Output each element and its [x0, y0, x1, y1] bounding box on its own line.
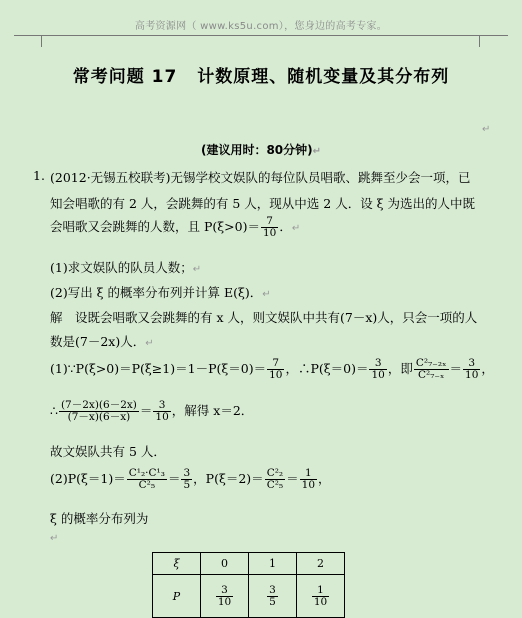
source-note: 高考资源网（ www.ks5u.com），您身边的高考专家。: [134, 21, 388, 32]
solution-line1: 解 设既会唱歌又会跳舞的有 x 人，则文娱队中共有(7－x)人，只会一项的人: [50, 310, 478, 325]
fraction: $\frac{7}{10}$: [262, 215, 277, 239]
fraction: $\frac{3}{10}$: [217, 583, 232, 608]
title-text: 计数原理、随机变量及其分布列: [197, 67, 450, 87]
solution-line7: ξ 的概率分布列为: [50, 511, 149, 526]
fraction: $\frac{\text{C²₇₋₂ₓ}}{\text{C²₇₋ₓ}}$: [415, 357, 447, 381]
paragraph-mark-icon: ↵: [50, 533, 59, 544]
title-number: 常考问题 17: [72, 67, 178, 87]
time-suggestion: (建议用时：80分钟)↵: [200, 143, 322, 157]
problem-stem-line1: (2012·无锡五校联考)无锡学校文娱队的每位队员唱歌、跳舞至少会一项，已: [50, 170, 471, 185]
problem-part2: (2)写出 ξ 的概率分布列并计算 E(ξ)．↵: [50, 285, 271, 300]
distribution-table: [152, 552, 345, 618]
solution-line2: 数是(7－2x)人．↵: [50, 334, 154, 349]
paragraph-mark-icon: ↵: [482, 124, 491, 135]
fraction: $\frac{3}{5}$: [183, 467, 191, 491]
header-corner-right: [479, 35, 489, 47]
fraction: $\frac{1}{10}$: [301, 467, 316, 491]
fraction: $\frac{3}{10}$: [465, 357, 479, 381]
fraction: $\frac{7}{10}$: [269, 357, 283, 381]
table-cell: P: [153, 575, 201, 618]
problem-number: 1.: [33, 168, 45, 183]
table-row: [153, 553, 345, 575]
problem-stem-line3: 会唱歌又会跳舞的人数，且 P(ξ>0)＝ $\frac{7}{10}$ ．↵: [50, 215, 301, 239]
table-cell: 0: [201, 553, 249, 575]
problem-part1: (1)求文娱队的队员人数；↵: [50, 260, 202, 275]
table-cell: [297, 575, 345, 618]
fraction: $\frac{(7-2x)(6-2x)}{(7-x)(6-x)}$: [60, 399, 137, 423]
solution-line3: (1)∵P(ξ>0)＝P(ξ≥1)＝1－P(ξ＝0)＝ $\frac{7}{10}$ ，∴P(ξ＝0)＝ $\frac{3}{10}$ ，即 $\frac{\text{C²₇₋₂ₓ}}{\text{C²₇₋ₓ}}$ ＝ $\frac{3}{10}$ ，: [50, 357, 494, 381]
fraction: $\frac{3}{10}$: [371, 357, 385, 381]
fraction: $\frac{\text{C²₂}}{\text{C²₅}}$: [266, 467, 284, 491]
page-title: [0, 62, 522, 87]
fraction: $\frac{1}{10}$: [313, 583, 328, 608]
solution-line6: (2)P(ξ＝1)＝ $\frac{\text{C¹₂·C¹₃}}{\text{C²₅}}$ ＝ $\frac{3}{5}$ ，P(ξ＝2)＝ $\frac{\text{C²₂}}{\text{C²₅}}$ ＝ $\frac{1}{10}$ ，: [50, 467, 331, 491]
table-cell: ξ: [153, 553, 201, 575]
fraction: $\frac{\text{C¹₂·C¹₃}}{\text{C²₅}}$: [128, 467, 165, 491]
table-cell: [249, 575, 297, 618]
header-rule: [14, 35, 508, 36]
table-cell: [201, 575, 249, 618]
table-row: [153, 575, 345, 618]
solution-line4: ∴ $\frac{(7-2x)(6-2x)}{(7-x)(6-x)}$ ＝ $\frac{3}{10}$ ，解得 x＝2．: [50, 399, 254, 423]
solution-line5: 故文娱队共有 5 人．: [50, 444, 166, 459]
fraction: $\frac{3}{10}$: [155, 399, 169, 423]
fraction: $\frac{3}{5}$: [269, 583, 276, 608]
table-cell: 1: [249, 553, 297, 575]
header-corner-left: [32, 35, 42, 47]
table-cell: 2: [297, 553, 345, 575]
problem-stem-line2: 知会唱歌的有 2 人，会跳舞的有 5 人，现从中选 2 人．设 ξ 为选出的人中既: [50, 196, 476, 211]
